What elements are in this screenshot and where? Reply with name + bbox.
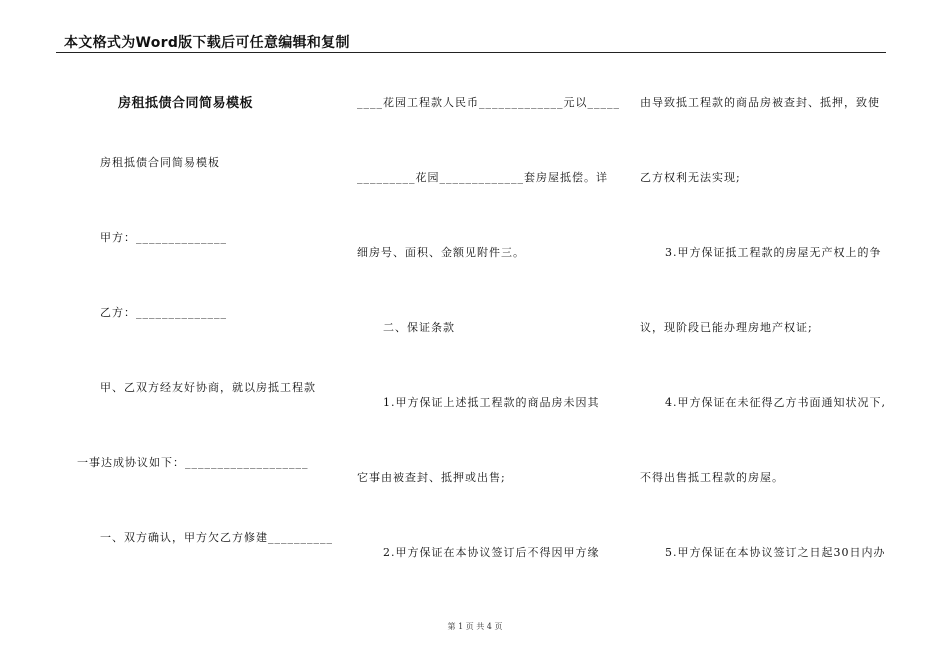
document-title: 房租抵债合同简易模板 (118, 96, 254, 111)
col3-line-1: 由导致抵工程款的商品房被查封、抵押，致使 (640, 96, 880, 109)
col2-line-5: 1.甲方保证上述抵工程款的商品房未因其 (383, 396, 600, 409)
col1-line-3: 乙方：______________ (100, 306, 227, 319)
col2-line-4: 二、保证条款 (383, 321, 455, 334)
col3-line-4: 议，现阶段已能办理房地产权证; (640, 321, 813, 334)
col2-line-2: _________花园_____________套房屋抵偿。详 (357, 171, 608, 184)
col2-line-6: 它事由被查封、抵押或出售; (357, 471, 506, 484)
col3-line-5: 4.甲方保证在未征得乙方书面通知状况下, (665, 396, 886, 409)
col1-line-1: 房租抵债合同简易模板 (100, 156, 220, 169)
header-divider (56, 52, 886, 53)
col3-line-3: 3.甲方保证抵工程款的房屋无产权上的争 (665, 246, 882, 259)
page-footer: 第 1 页 共 4 页 (447, 622, 503, 631)
col1-line-2: 甲方：______________ (100, 231, 227, 244)
col1-line-6: 一、双方确认，甲方欠乙方修建__________ (100, 531, 333, 544)
col2-line-3: 细房号、面积、金额见附件三。 (357, 246, 525, 259)
col2-line-1: ____花园工程款人民币_____________元以_____ (357, 96, 620, 109)
col3-line-7: 5.甲方保证在本协议签订之日起30日内办 (665, 546, 886, 559)
document-header: 本文格式为Word版下载后可任意编辑和复制 (64, 35, 350, 51)
col3-line-6: 不得出售抵工程款的房屋。 (640, 471, 784, 484)
col1-line-5: 一事达成协议如下：___________________ (77, 456, 309, 469)
col2-line-7: 2.甲方保证在本协议签订后不得因甲方缘 (383, 546, 600, 559)
col1-line-4: 甲、乙双方经友好协商，就以房抵工程款 (100, 381, 316, 394)
col3-line-2: 乙方权利无法实现; (640, 171, 741, 184)
